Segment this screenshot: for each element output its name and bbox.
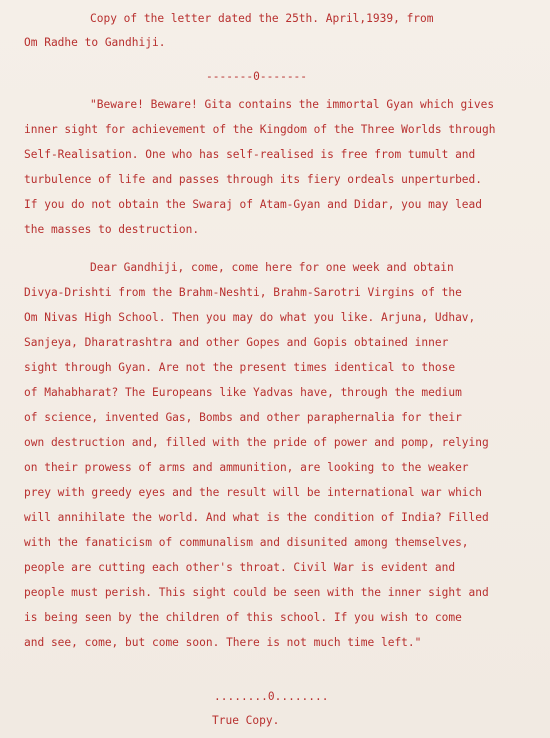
paragraph-2-line: on their prowess of arms and ammunition, are looking to the weaker [24,461,469,474]
paragraph-2-line: Divya-Drishti from the Brahm-Neshti, Brahm-Sarotri Virgins of the [24,286,462,299]
paragraph-2-line: of science, invented Gas, Bombs and other paraphernalia for their [24,411,462,424]
paragraph-2-line: own destruction and, filled with the pride of power and pomp, relying [24,436,489,449]
paragraph-1-line: the masses to destruction. [24,223,200,236]
paragraph-2-line: with the fanaticism of communalism and disunited among themselves, [24,536,469,549]
end-separator: ........0........ [214,690,329,703]
paragraph-2-line: Dear Gandhiji, come, come here for one week and obtain [90,261,454,274]
paragraph-2-line: Om Nivas High School. Then you may do what you like. Arjuna, Udhav, [24,311,476,324]
heading-line-2: Om Radhe to Gandhiji. [24,36,166,49]
separator: -------0------- [206,70,308,83]
true-copy-label: True Copy. [212,714,280,727]
paragraph-2-line: of Mahabharat? The Europeans like Yadvas have, through the medium [24,386,462,399]
paragraph-1-line: inner sight for achievement of the Kingdom of the Three Worlds through [24,123,496,136]
paragraph-2-line: will annihilate the world. And what is the condition of India? Filled [24,511,489,524]
paragraph-2-line: sight through Gyan. Are not the present times identical to those [24,361,456,374]
paragraph-2-line: and see, come, but come soon. There is not much time left." [24,636,422,649]
heading-line-1: Copy of the letter dated the 25th. April,1939, from [90,12,434,25]
paragraph-1-line: Self-Realisation. One who has self-realised is free from tumult and [24,148,476,161]
paragraph-1-line: turbulence of life and passes through its fiery ordeals unperturbed. [24,173,483,186]
paragraph-2-line: prey with greedy eyes and the result will be international war which [24,486,483,499]
paragraph-1-line: If you do not obtain the Swaraj of Atam-Gyan and Didar, you may lead [24,198,483,211]
paragraph-2-line: is being seen by the children of this school. If you wish to come [24,611,462,624]
paragraph-1-line: "Beware! Beware! Gita contains the immortal Gyan which gives [90,98,495,111]
paragraph-2-line: people are cutting each other's throat. Civil War is evident and [24,561,456,574]
paragraph-2-line: people must perish. This sight could be seen with the inner sight and [24,586,489,599]
paragraph-2-line: Sanjeya, Dharatrashtra and other Gopes and Gopis obtained inner [24,336,449,349]
